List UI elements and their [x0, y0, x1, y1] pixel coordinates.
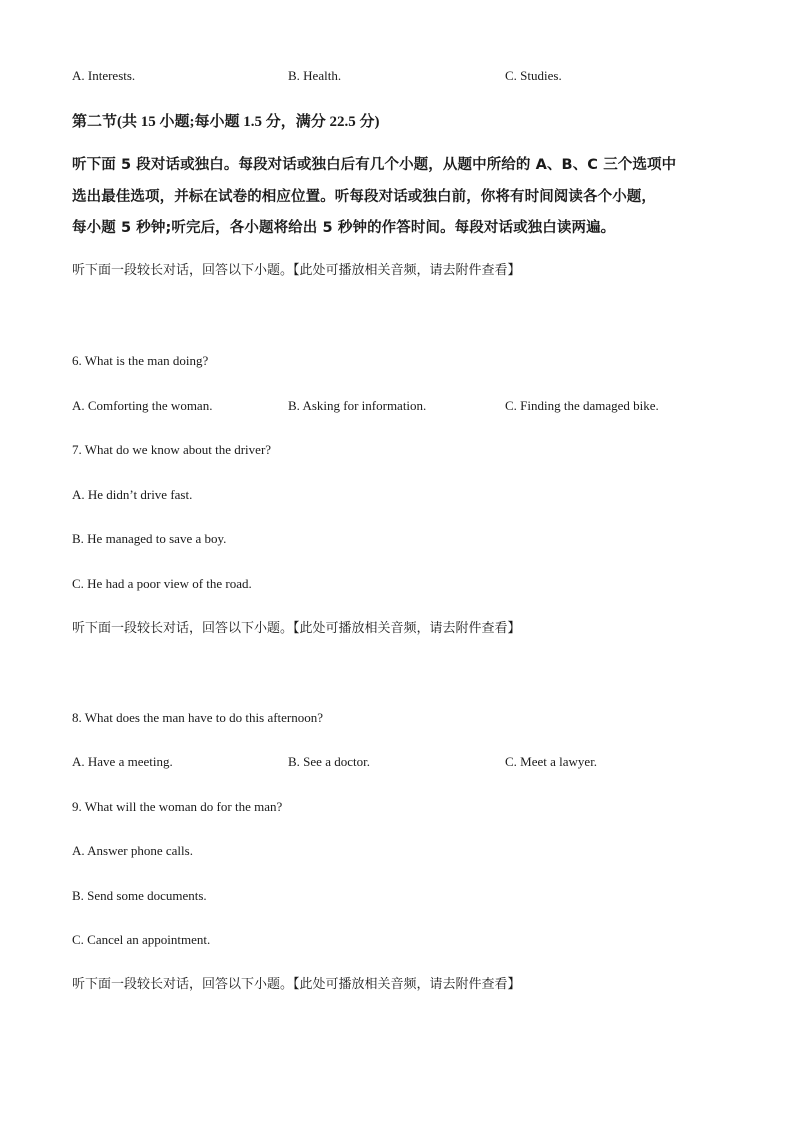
question-6-stem: 6. What is the man doing?: [72, 353, 209, 368]
question-8-stem: 8. What does the man have to do this afternoon?: [72, 710, 324, 725]
q6-option-c: C. Finding the damaged bike.: [505, 398, 659, 413]
audio-note: 听下面一段较长对话，回答以下小题。【此处可播放相关音频，请去附件查看】: [72, 621, 521, 636]
option-c: C. Studies.: [505, 68, 562, 83]
q6-option-b: B. Asking for information.: [288, 398, 427, 413]
q9-option-a: A. Answer phone calls.: [72, 843, 193, 858]
question-7-stem: 7. What do we know about the driver?: [72, 442, 272, 457]
q9-option-b: B. Send some documents.: [72, 888, 207, 903]
q8-option-a: A. Have a meeting.: [72, 754, 173, 769]
instruction-line-2: 选出最佳选项，并标在试卷的相应位置。听每段对话或独白前，你将有时间阅读各个小题，: [72, 189, 656, 205]
section-title: 第二节(共 15 小题;每小题 1.5 分，满分 22.5 分): [72, 114, 380, 130]
audio-note: 听下面一段较长对话，回答以下小题。【此处可播放相关音频，请去附件查看】: [72, 977, 521, 992]
option-a: A. Interests.: [72, 68, 136, 83]
q7-option-a: A. He didn’t drive fast.: [72, 487, 193, 502]
question-9-stem: 9. What will the woman do for the man?: [72, 799, 283, 814]
q8-option-b: B. See a doctor.: [288, 754, 370, 769]
audio-note: 听下面一段较长对话，回答以下小题。【此处可播放相关音频，请去附件查看】: [72, 263, 521, 278]
q8-option-c: C. Meet a lawyer.: [505, 754, 598, 769]
q7-option-c: C. He had a poor view of the road.: [72, 576, 252, 591]
instruction-line-1: 听下面 5 段对话或独白。每段对话或独白后有几个小题，从题中所给的 A、B、C 三个选项中: [72, 157, 677, 173]
instruction-line-3: 每小题 5 秒钟;听完后，各小题将给出 5 秒钟的作答时间。每段对话或独白读两遍。: [72, 220, 616, 236]
q7-option-b: B. He managed to save a boy.: [72, 531, 227, 546]
q6-option-a: A. Comforting the woman.: [72, 398, 213, 413]
option-b: B. Health.: [288, 68, 342, 83]
q9-option-c: C. Cancel an appointment.: [72, 932, 211, 947]
